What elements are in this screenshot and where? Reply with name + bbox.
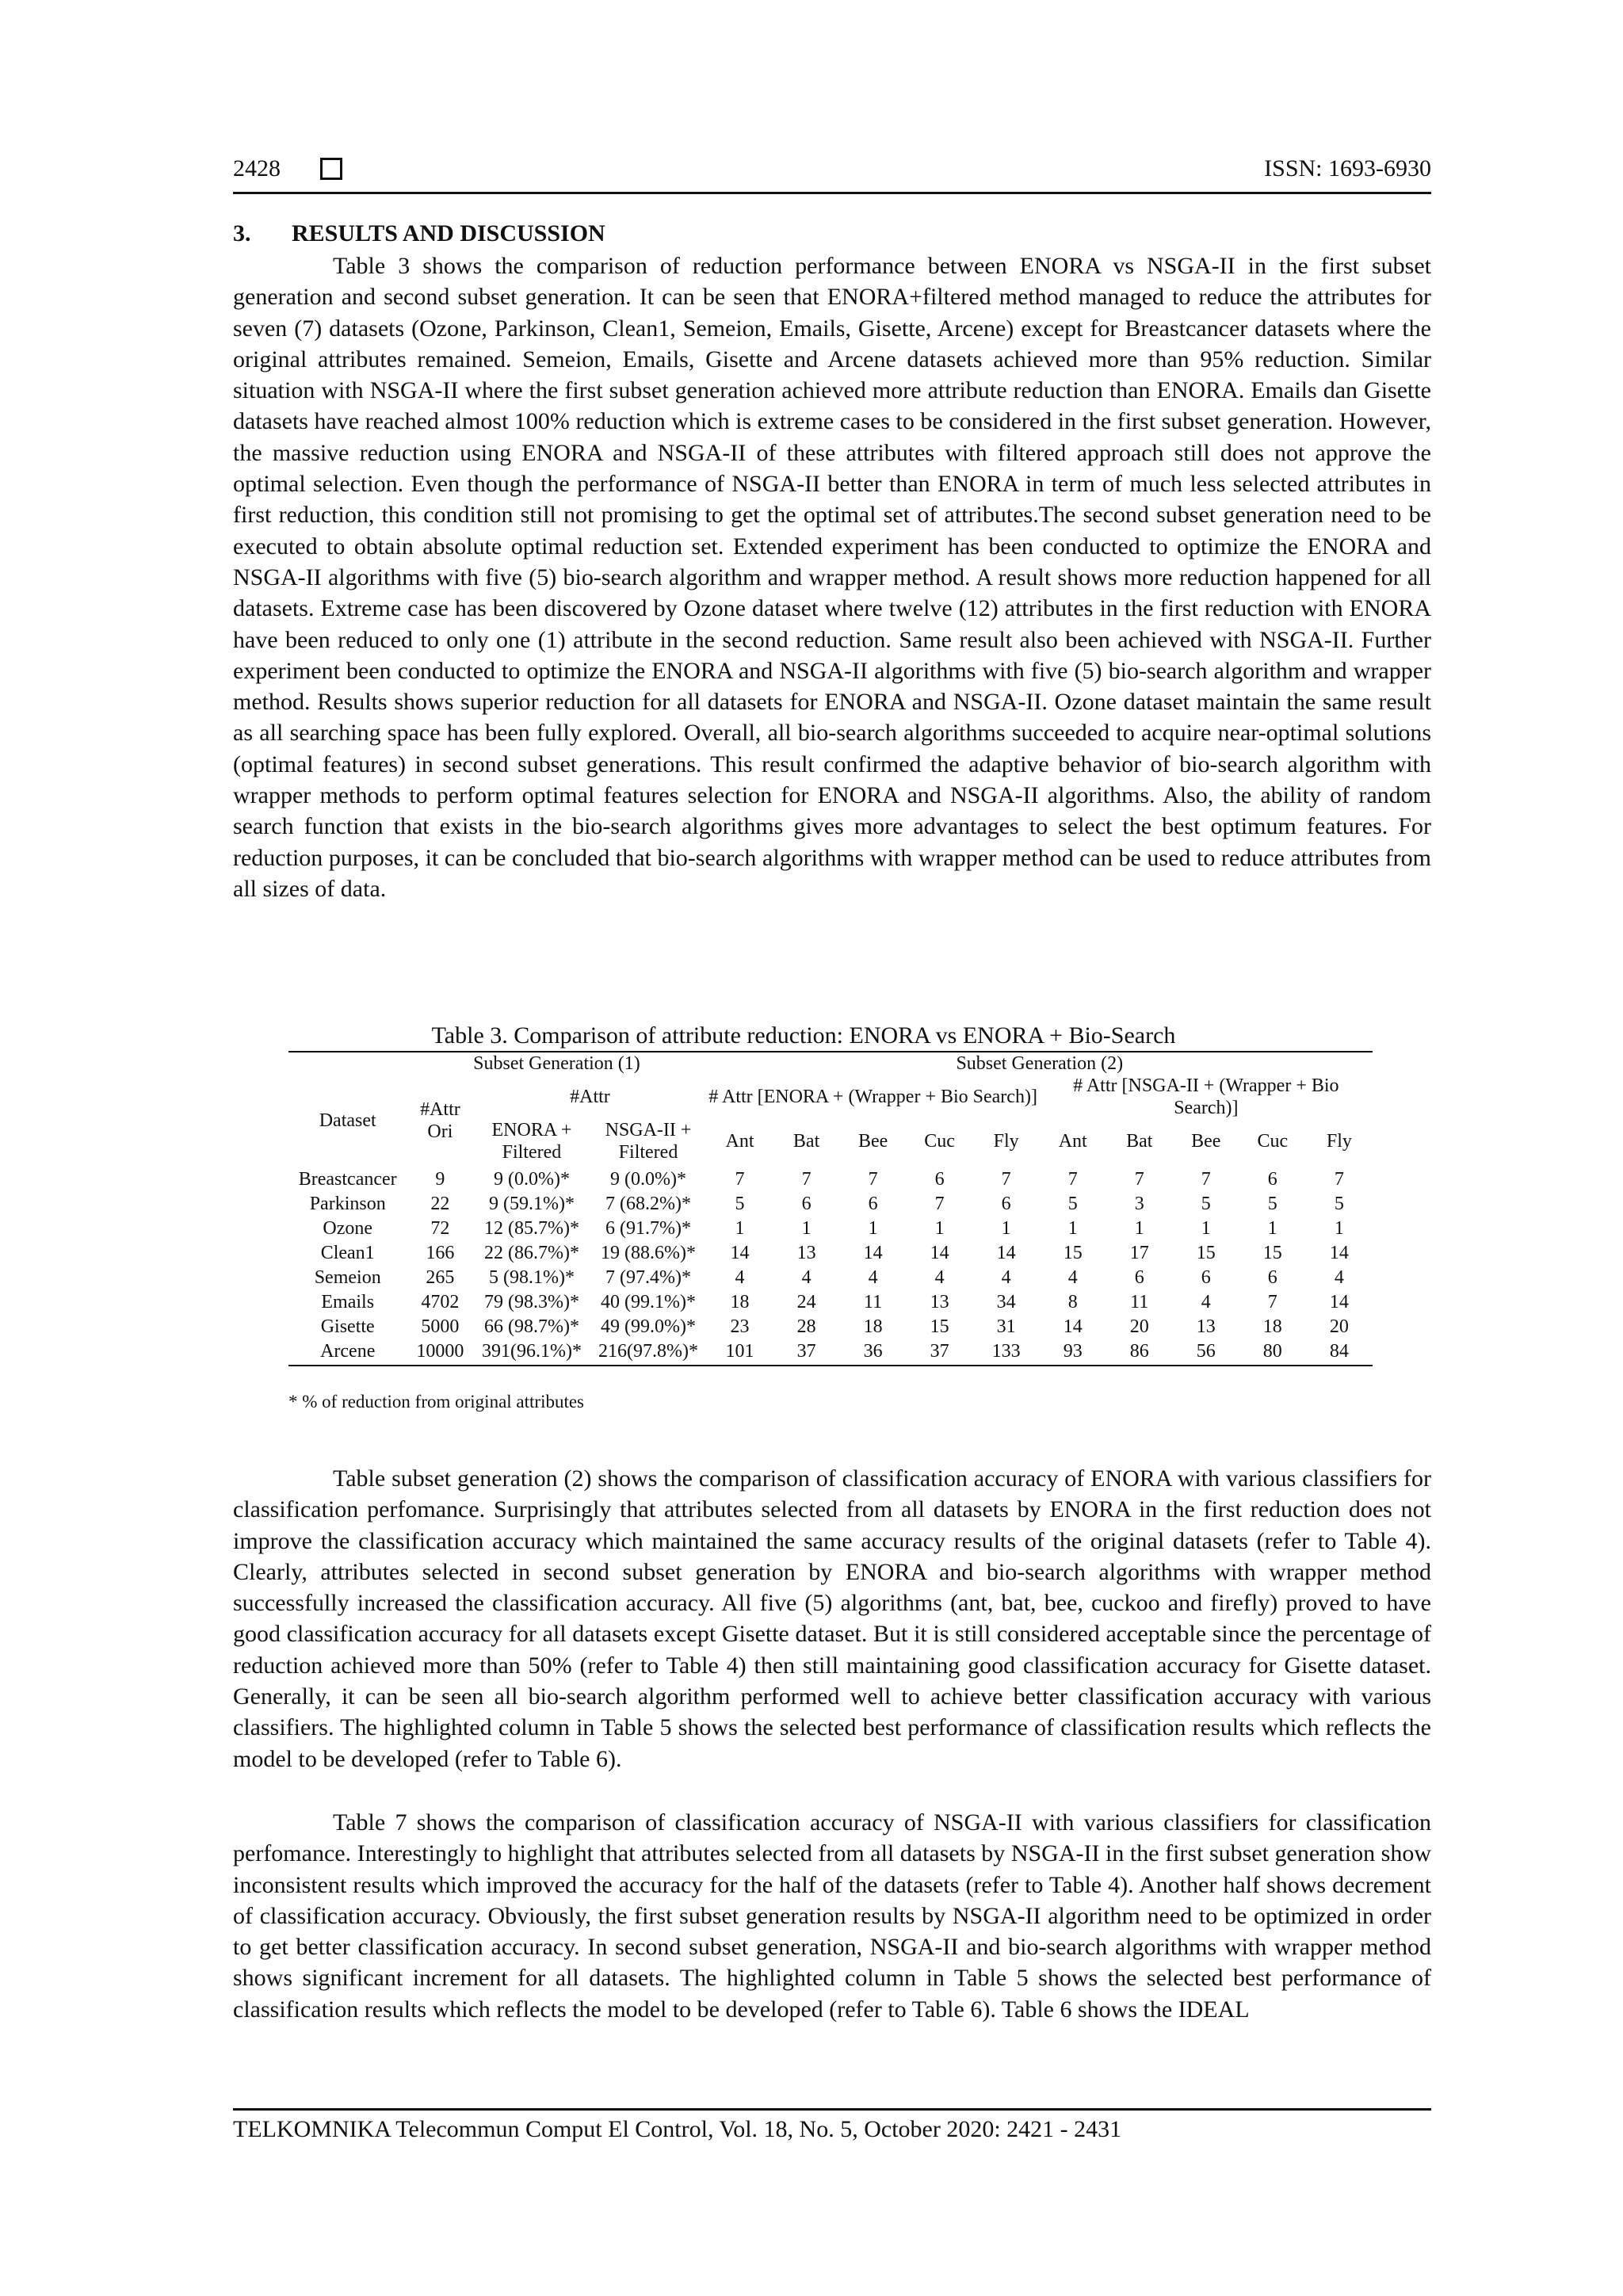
paragraph-nsga-accuracy: Table 7 shows the comparison of classification accuracy of NSGA-II with various classifiers for classification perfomance. Interestingly to highlight that attributes selected from all datasets by NSGA-II in the first subset generation show inconsistent results which improved the accuracy for the half of the datasets (refer to Table 4). Another half shows decrement of classification accuracy. Obviously, the first subset generation results by NSGA-II algorithm need to be optimized in order to get better classification accuracy. In second subset generation, NSGA-II and bio-search algorithms with wrapper method shows significant increment for all datasets. The highlighted column in Table 5 shows the selected best performance of classification results which reflects the model to be developed (refer to Table 6). Table 6 shows the IDEAL xyxy=(233,1809,1431,2023)
algo-header: Fly xyxy=(993,1131,1019,1152)
table-cell: 265 xyxy=(426,1266,455,1288)
table-cell: 15 xyxy=(1063,1242,1083,1263)
table-cell: 7 xyxy=(868,1168,878,1190)
table-cell: 6 xyxy=(1001,1193,1011,1214)
table-cell: 93 xyxy=(1040,1339,1106,1366)
table-cell: 15 xyxy=(930,1316,949,1337)
table-cell: 18 xyxy=(863,1316,883,1337)
algo-header: Cuc xyxy=(1257,1131,1289,1152)
table-cell: 34 xyxy=(996,1291,1016,1312)
table-cell: 7 xyxy=(934,1193,945,1214)
subset1-header: Subset Generation (1) xyxy=(407,1052,706,1075)
table-cell: 40 (99.1%)* xyxy=(601,1291,696,1312)
table-cell: 7 xyxy=(1201,1168,1211,1190)
table-cell: 9 (0.0%)* xyxy=(610,1168,686,1190)
table-cell: 1 xyxy=(735,1217,745,1239)
attr-header: #Attr xyxy=(570,1087,610,1107)
table-cell: 7 (97.4%)* xyxy=(605,1266,691,1288)
nsga-filtered-header: NSGA-II + Filtered xyxy=(605,1120,692,1163)
table-cell: 14 xyxy=(930,1242,949,1263)
table-cell: 1 xyxy=(1267,1217,1277,1239)
table-cell: 12 (85.7%)* xyxy=(483,1217,579,1239)
algo-header: Cuc xyxy=(924,1131,955,1152)
table-row xyxy=(288,1265,1373,1289)
table-cell: 6 xyxy=(1267,1168,1277,1190)
table-footnote: * % of reduction from original attributes xyxy=(288,1392,585,1412)
table-cell: 56 xyxy=(1173,1339,1239,1366)
table-cell: 14 xyxy=(730,1242,750,1263)
table-cell: 1 xyxy=(868,1217,878,1239)
table-cell: 86 xyxy=(1106,1339,1173,1366)
table-cell: 22 (86.7%)* xyxy=(483,1242,579,1263)
table-cell: 14 xyxy=(1063,1316,1083,1337)
issn-label: ISSN: 1693-6930 xyxy=(1264,155,1431,181)
table-cell: 5 xyxy=(735,1193,745,1214)
table-cell: 19 (88.6%)* xyxy=(601,1242,696,1263)
section-heading: RESULTS AND DISCUSSION xyxy=(292,220,605,246)
page-footer: TELKOMNIKA Telecommun Comput El Control, Vol. 18, No. 5, October 2020: 2421 - 2431 xyxy=(233,2116,1122,2142)
algo-header: Bee xyxy=(1191,1131,1221,1152)
table-cell: 10000 xyxy=(407,1339,473,1366)
table-cell: 22 xyxy=(430,1193,450,1214)
table-cell: 3 xyxy=(1134,1193,1144,1214)
table-cell: 4 xyxy=(1334,1266,1344,1288)
table-cell: 1 xyxy=(801,1217,812,1239)
paragraph-enora-accuracy: Table subset generation (2) shows the comparison of classification accuracy of ENORA with various classifiers for classification perfomance. Surprisingly that attributes selected from all datasets by ENORA in the first reduction does not improve the classification accuracy which maintained the same accuracy results of the original datasets (refer to Table 4). Clearly, attributes selected in second subset generation by ENORA and bio-search algorithms with wrapper method successfully increased the classification accuracy. All five (5) algorithms (ant, bat, bee, cuckoo and firefly) proved to have good classification accuracy for all datasets except Gisette dataset. But it is still considered acceptable since the percentage of reduction achieved more than 50% (refer to Table 4) then still maintaining good classification accuracy for Gisette dataset. Generally, it can be seen all bio-search algorithm performed well to achieve better classification accuracy with various classifiers. The highlighted column in Table 5 shows the selected best performance of classification results which reflects the model to be developed (refer to Table 6). xyxy=(233,1465,1431,1772)
paragraph-results: Table 3 shows the comparison of reduction performance between ENORA vs NSGA-II in the first subset generation and second subset generation. It can be seen that ENORA+filtered method managed to reduce the attributes for seven (7) datasets (Ozone, Parkinson, Clean1, Semeion, Emails, Gisette, Arcene) except for Breastcancer datasets where the original attributes remained. Semeion, Emails, Gisette and Arcene datasets achieved more than 95% reduction. Similar situation with NSGA-II where the first subset generation achieved more attribute reduction than ENORA. Emails dan Gisette datasets have reached almost 100% reduction which is extreme cases to be considered in the first subset generation. However, the massive reduction using ENORA and NSGA-II of these attributes with filtered approach still does not approve the optimal selection. Even though the performance of NSGA-II better than ENORA in term of much less selected attributes in first reduction, this condition still not promising to get the optimal set of attributes.The second subset generation need to be executed to obtain absolute optimal reduction set. Extended experiment has been conducted to optimize the ENORA and NSGA-II algorithms with five (5) bio-search algorithm and wrapper method. A result shows more reduction happened for all datasets. Extreme case has been discovered by Ozone dataset where twelve (12) attributes in the first reduction with ENORA have been reduced to only one (1) attribute in the second reduction. Same result also been achieved with NSGA-II. Further experiment been conducted to optimize the ENORA and NSGA-II algorithms with five (5) bio-search algorithm and wrapper method. Results shows superior reduction for all datasets for ENORA and NSGA-II. Ozone dataset maintain the same result as all searching space has been fully explored. Overall, all bio-search algorithms succeeded to acquire near-optimal solutions (optimal features) in second subset generations. This result confirmed the adaptive behavior of bio-search algorithm with wrapper methods to perform optimal features selection for ENORA and NSGA-II algorithms. Also, the ability of random search function that exists in the bio-search algorithms gives more advantages to select the best optimum features. For reduction purposes, it can be concluded that bio-search algorithms with wrapper method can be used to reduce attributes from all sizes of data. xyxy=(233,253,1431,902)
table-cell: 14 xyxy=(863,1242,883,1263)
table-cell: 31 xyxy=(996,1316,1016,1337)
table-cell: 13 xyxy=(796,1242,816,1263)
table-cell: 1 xyxy=(1067,1217,1078,1239)
table-cell: 1 xyxy=(1134,1217,1144,1239)
table-cell: 391(96.1%)* xyxy=(473,1339,590,1366)
table-body xyxy=(288,1167,1373,1366)
table-cell: 9 xyxy=(435,1168,445,1190)
table-cell: 7 xyxy=(1134,1168,1144,1190)
table-cell: 9 (0.0%)* xyxy=(493,1168,570,1190)
table-cell: 6 xyxy=(1201,1266,1211,1288)
table-cell: 6 xyxy=(934,1168,945,1190)
algo-header: Fly xyxy=(1326,1131,1352,1152)
table-cell: 36 xyxy=(840,1339,907,1366)
table-cell: 49 (99.0%)* xyxy=(601,1316,696,1337)
table-cell: 7 xyxy=(1334,1168,1344,1190)
dataset-name-cell: Emails xyxy=(321,1291,375,1312)
table-cell: 72 xyxy=(430,1217,450,1239)
table-cell: 7 (68.2%)* xyxy=(605,1193,691,1214)
algo-header: Bee xyxy=(857,1131,888,1152)
table-row xyxy=(288,1339,1373,1366)
footer-rule xyxy=(233,2108,1431,2111)
table-cell: 6 (91.7%)* xyxy=(605,1217,691,1239)
attribute-reduction-table xyxy=(288,1051,1373,1366)
table-cell: 6 xyxy=(868,1193,878,1214)
dataset-name-cell: Clean1 xyxy=(320,1242,375,1263)
table-row xyxy=(288,1314,1373,1339)
table-cell: 23 xyxy=(730,1316,750,1337)
table-cell: 15 xyxy=(1262,1242,1282,1263)
table-cell: 66 (98.7%)* xyxy=(483,1316,579,1337)
square-icon xyxy=(320,158,342,180)
table-cell: 18 xyxy=(1262,1316,1282,1337)
table-cell: 15 xyxy=(1196,1242,1216,1263)
table-row xyxy=(288,1191,1373,1216)
subset2-header: Subset Generation (2) xyxy=(707,1052,1373,1075)
table-cell: 101 xyxy=(707,1339,773,1366)
table-cell: 9 (59.1%)* xyxy=(488,1193,575,1214)
table-cell: 5 (98.1%)* xyxy=(488,1266,575,1288)
table-cell: 7 xyxy=(735,1168,745,1190)
table-cell: 5000 xyxy=(421,1316,460,1337)
table-cell: 28 xyxy=(796,1316,816,1337)
table-cell: 11 xyxy=(864,1291,883,1312)
table-cell: 6 xyxy=(801,1193,812,1214)
table-cell: 20 xyxy=(1329,1316,1349,1337)
table-cell: 4 xyxy=(735,1266,745,1288)
table-cell: 4 xyxy=(868,1266,878,1288)
table-cell: 6 xyxy=(1134,1266,1144,1288)
dataset-name-cell: Ozone xyxy=(323,1217,373,1239)
algo-header: Bat xyxy=(792,1131,820,1152)
dataset-name-cell: Semeion xyxy=(314,1266,381,1288)
table-row xyxy=(288,1167,1373,1191)
table-cell: 7 xyxy=(1067,1168,1078,1190)
table-cell: 14 xyxy=(1329,1242,1349,1263)
table-cell: 4 xyxy=(1201,1291,1211,1312)
table-cell: 5 xyxy=(1067,1193,1078,1214)
page-header xyxy=(233,155,1431,197)
table-cell: 7 xyxy=(1267,1291,1277,1312)
table-cell: 6 xyxy=(1267,1266,1277,1288)
table-cell: 14 xyxy=(1329,1291,1349,1312)
algo-header: Ant xyxy=(1058,1131,1087,1152)
table-cell: 5 xyxy=(1267,1193,1277,1214)
table-cell: 18 xyxy=(730,1291,750,1312)
table-cell: 7 xyxy=(1001,1168,1011,1190)
section-number: 3. xyxy=(233,220,251,246)
nsga-wrapper-header: # Attr [NSGA-II + (Wrapper + Bio Search)] xyxy=(1073,1075,1339,1118)
table-cell: 4 xyxy=(801,1266,812,1288)
header-rule xyxy=(233,192,1431,194)
table-cell: 37 xyxy=(773,1339,840,1366)
table-cell: 4 xyxy=(1001,1266,1011,1288)
section-title xyxy=(233,220,605,247)
algo-header: Ant xyxy=(725,1131,754,1152)
table-row xyxy=(288,1240,1373,1265)
dataset-name-cell: Breastcancer xyxy=(298,1168,397,1190)
table-cell: 1 xyxy=(1001,1217,1011,1239)
table-cell: 24 xyxy=(796,1291,816,1312)
table-cell: 13 xyxy=(930,1291,949,1312)
table-cell: 4 xyxy=(934,1266,945,1288)
table-cell: 37 xyxy=(907,1339,973,1366)
dataset-name-cell: Arcene xyxy=(288,1339,407,1366)
table-cell: 5 xyxy=(1201,1193,1211,1214)
table-cell: 84 xyxy=(1306,1339,1373,1366)
table-cell: 80 xyxy=(1239,1339,1306,1366)
table-cell: 13 xyxy=(1196,1316,1216,1337)
table-cell: 1 xyxy=(934,1217,945,1239)
table-cell: 4702 xyxy=(421,1291,460,1312)
table-cell: 8 xyxy=(1067,1291,1078,1312)
dataset-name-cell: Gisette xyxy=(320,1316,375,1337)
table-cell: 14 xyxy=(996,1242,1016,1263)
table-cell: 11 xyxy=(1130,1291,1149,1312)
enora-filtered-header: ENORA + Filtered xyxy=(491,1120,572,1163)
table-cell: 17 xyxy=(1129,1242,1149,1263)
table-cell: 216(97.8%)* xyxy=(590,1339,706,1366)
table-cell: 4 xyxy=(1067,1266,1078,1288)
attr-ori-header: #Attr Ori xyxy=(420,1099,460,1142)
table-cell: 5 xyxy=(1334,1193,1344,1214)
table-caption: Table 3. Comparison of attribute reduction: ENORA vs ENORA + Bio-Search xyxy=(431,1022,1176,1049)
enora-wrapper-header: # Attr [ENORA + (Wrapper + Bio Search)] xyxy=(708,1087,1037,1107)
table-cell: 79 (98.3%)* xyxy=(483,1291,579,1312)
algo-header: Bat xyxy=(1126,1131,1153,1152)
table-cell: 7 xyxy=(801,1168,812,1190)
page-number: 2428 xyxy=(233,155,281,181)
table-row xyxy=(288,1289,1373,1314)
dataset-header: Dataset xyxy=(319,1110,376,1131)
table-cell: 166 xyxy=(426,1242,455,1263)
dataset-name-cell: Parkinson xyxy=(309,1193,386,1214)
table-cell: 133 xyxy=(973,1339,1040,1366)
table-cell: 1 xyxy=(1201,1217,1211,1239)
table-row xyxy=(288,1216,1373,1240)
table-cell: 20 xyxy=(1129,1316,1149,1337)
table-cell: 1 xyxy=(1334,1217,1344,1239)
